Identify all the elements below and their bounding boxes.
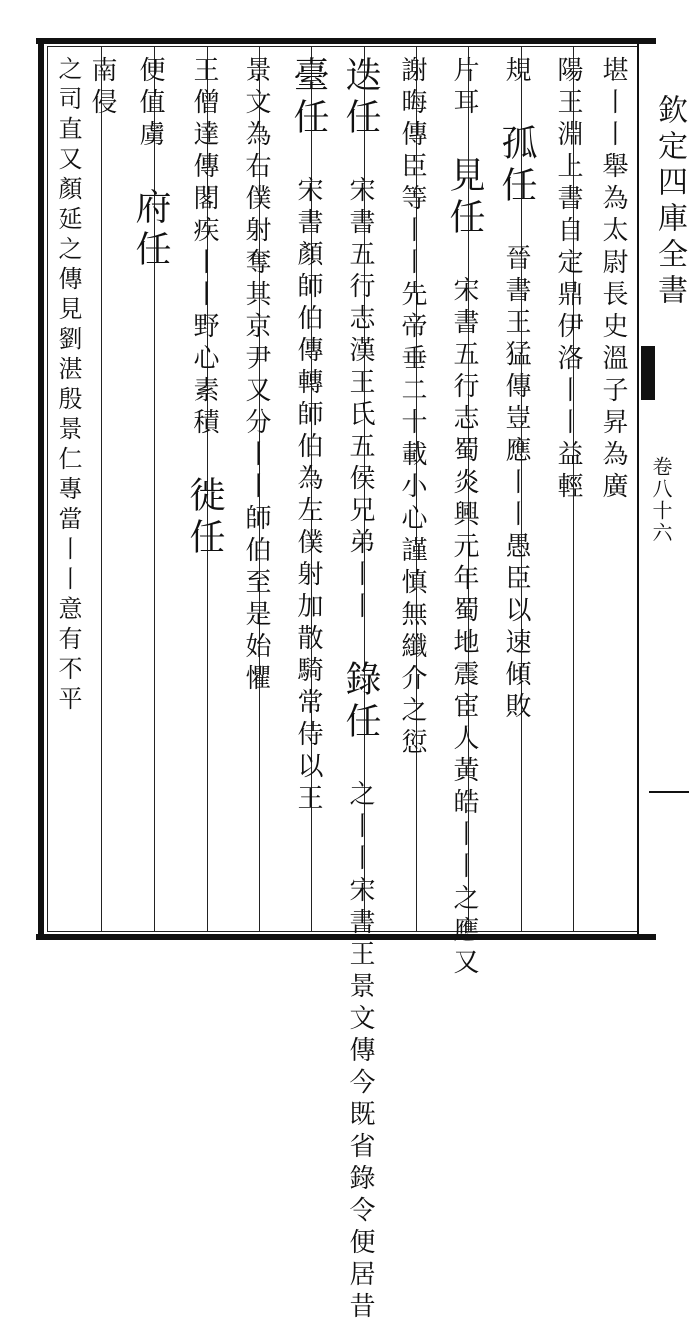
column-text: 陽王淵上書自定鼎伊洛丨丨益輕 <box>553 56 583 504</box>
column-text: 片耳 <box>449 56 479 120</box>
text-column-1 <box>593 56 633 504</box>
column-heading: 徙任 <box>184 476 225 560</box>
volume-number: 卷八十六 <box>649 456 673 544</box>
column-text: 便值虜 <box>135 56 165 152</box>
text-column-12 <box>54 56 88 716</box>
column-text: 宋書顏師伯傳轉師伯為左僕射加散騎常侍以王 <box>293 176 323 816</box>
text-column-5 <box>392 56 432 760</box>
margin-rule <box>649 791 689 793</box>
text-column-10 <box>130 56 170 272</box>
text-column-8 <box>236 56 276 696</box>
column-text: 規 <box>501 56 531 88</box>
column-text: 堪丨丨舉為太尉長史溫子昇為廣 <box>598 56 628 504</box>
column-heading: 迭任 <box>340 56 381 140</box>
column-heading: 見任 <box>444 156 485 240</box>
text-column-9 <box>184 56 224 560</box>
column-text: 晉書王猛傳豈應丨丨愚臣以速傾敗 <box>501 244 531 724</box>
column-text: 景文為右僕射奪其京尹又分丨丨師伯至是始懼 <box>241 56 271 696</box>
column-heading: 孤任 <box>496 124 537 208</box>
text-column-7 <box>288 56 328 816</box>
book-title: 欽定四庫全書 <box>652 94 687 310</box>
text-column-4 <box>444 56 484 980</box>
column-text: 謝晦傳臣等丨丨先帝垂二十載小心謹慎無纖介之愆 <box>397 56 427 760</box>
fish-tail-mark <box>641 346 655 400</box>
column-heading: 臺任 <box>288 56 329 140</box>
column-text: 南侵 <box>87 56 117 120</box>
frame-top-border <box>36 38 656 44</box>
column-text: 之丨丨宋書王景文傳今既省錄令便居昔 <box>345 780 375 1324</box>
column-heading: 錄任 <box>340 660 381 744</box>
column-text: 之司直又顏延之傳見劉湛殷景仁專當丨丨意有不平 <box>54 56 82 716</box>
text-column-11 <box>82 56 122 120</box>
text-column-2 <box>548 56 588 504</box>
page-margin <box>641 46 691 932</box>
frame-inner-top-rule <box>47 46 637 47</box>
column-text: 宋書五行志漢王氏五侯兄弟丨丨 <box>345 176 375 624</box>
frame-right-border <box>637 38 639 940</box>
column-heading: 府任 <box>130 188 171 272</box>
text-column-3 <box>496 56 536 724</box>
column-text: 宋書五行志蜀炎興元年蜀地震宦人黃皓丨丨之應又 <box>449 276 479 980</box>
column-text: 王僧達傳閣疾丨丨野心素積 <box>189 56 219 440</box>
text-column-6 <box>340 56 380 1324</box>
frame-left-border <box>38 38 44 940</box>
column-rule <box>101 46 102 932</box>
